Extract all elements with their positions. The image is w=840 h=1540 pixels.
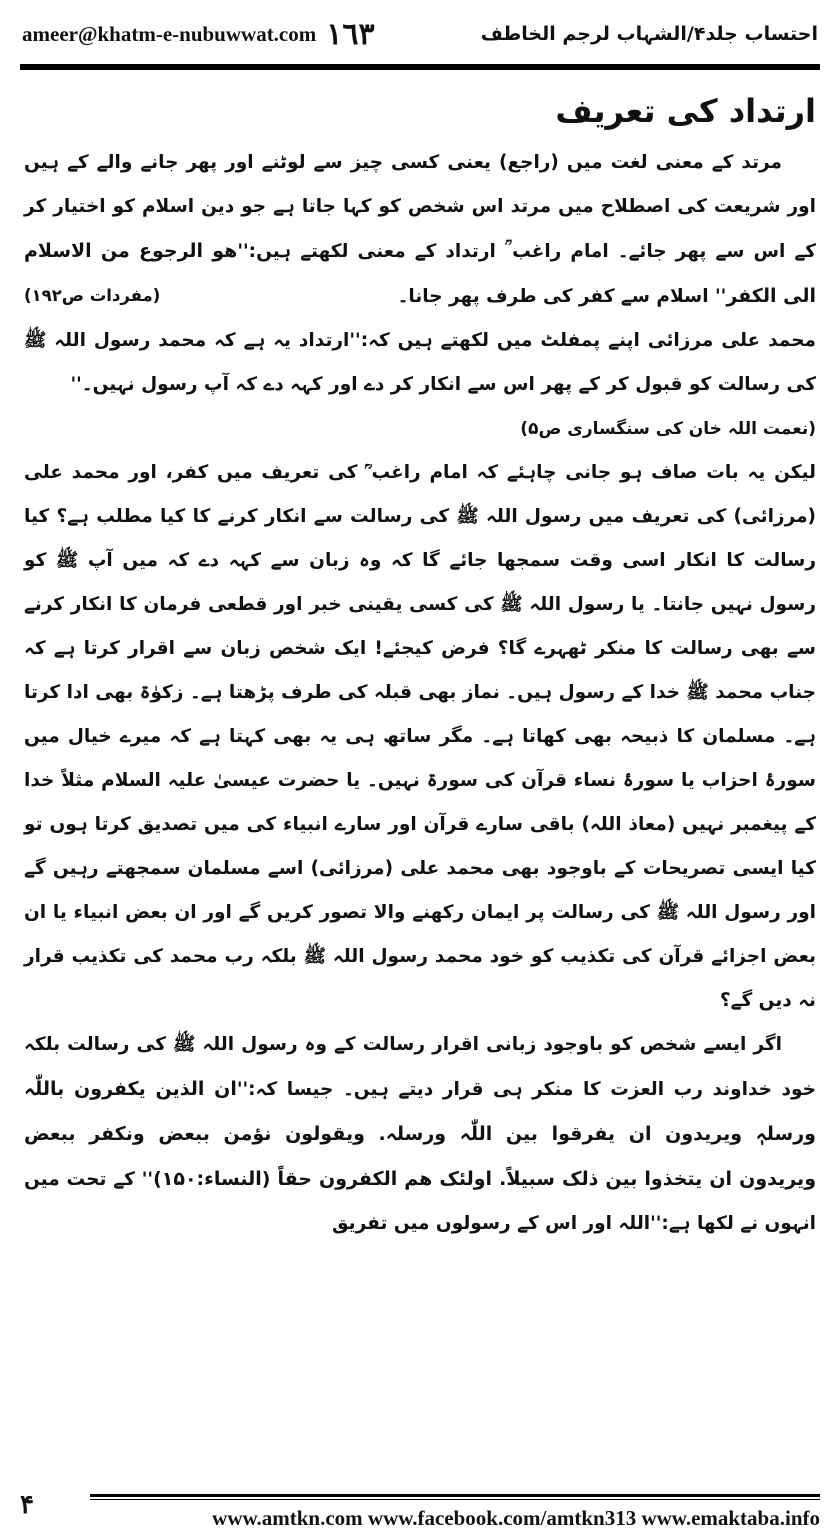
header-page-number: ١٦٣ — [326, 16, 375, 52]
paragraph-3 — [24, 451, 816, 1023]
header-email: ameer@khatm-e-nubuwwat.com — [22, 21, 317, 46]
header-book-title: احتساب جلد۴/الشہاب لرجم الخاطف — [480, 23, 818, 45]
page-content — [24, 84, 816, 1246]
footer-page-number: ۴ — [20, 1490, 34, 1520]
paragraph-1-text: مرتد کے معنی لغت میں (راجع) یعنی کسی چیز سے لوٹنے اور پھر جانے والے کے ہیں اور شریعت کی اصطلاح میں مرتد اس شخص کو کہا جاتا ہے جو دین اسلام کو اختیار کر کے اس سے پھر جائے۔ امام راغب ؒ ارتداد کے معنی لکھتے ہیں:'' — [24, 152, 816, 263]
page-header — [22, 14, 818, 54]
header-rule — [20, 64, 820, 70]
paragraph-2-text: محمد علی مرزائی اپنے پمفلٹ میں لکھتے ہیں کہ:''ارتداد یہ ہے کہ محمد رسول اللہ ﷺ کی رسالت کو قبول کر کے پھر اس سے انکار کر دے اور کہہ دے کہ آپ رسول نہیں۔'' — [24, 330, 816, 396]
paragraph-4 — [24, 1023, 816, 1246]
arabic-quote-2: ان الذین یکفرون باللّٰہ ورسلہٖ ویریدون ان یفرقوا بین اللّٰہ ورسلہ. ویقولون نؤمن ببعض ونکفر ببعض ویریدون ان یتخذوا بین ذلک سبیلاً. اولئک ھم الکفرون حقاً (النساء:۱۵۰) — [24, 1078, 817, 1191]
arabic-quote-1: ھو الرجوع من الاسلام الی الکفر — [24, 240, 816, 308]
paragraph-3-text: لیکن یہ بات صاف ہو جانی چاہئے کہ امام راغب ؒ کی تعریف میں کفر، اور محمد علی (مرزائی) کی تعریف میں رسول اللہ ﷺ کی رسالت سے انکار کرنے کا کیا مطلب ہے؟ کیا رسالت کا انکار اسی وقت سمجھا جائے گا کہ وہ زبان سے کہہ دے کہ میں آپ ﷺ کو رسول نہیں جانتا۔ یا رسول اللہ ﷺ کی کسی یقینی خبر اور قطعی فرمان کا انکار کرنے سے بھی رسالت کا منکر ٹھہرے گا؟ فرض کیجئے! ایک شخص زبان سے اقرار کرتا ہے کہ جناب محمد ﷺ خدا کے رسول ہیں۔ نماز بھی قبلہ کی طرف پڑھتا ہے۔ زکوٰۃ بھی ادا کرتا ہے۔ مسلمان کا ذبیحہ بھی کھاتا ہے۔ مگر ساتھ ہی یہ بھی کہتا ہے کہ میرے خیال میں سورۂ احزاب یا سورۂ نساء قرآن کی سورۃ نہیں۔ یا حضرت عیسیٰ علیہ السلام مثلاً خدا کے پیغمبر نہیں (معاذ اللہ) باقی سارے قرآن اور سارے انبیاء کی میں تصدیق کرتا ہوں تو کیا ایسی تصریحات کے باوجود بھی محمد علی (مرزائی) اسے مسلمان سمجھتے رہیں گے اور رسول اللہ ﷺ کی رسالت پر ایمان رکھنے والا تصور کریں گے اور ان بعض انبیاء یا ان بعض اجزائے قرآن کی تکذیب کو خود محمد رسول اللہ ﷺ بلکہ رب محمد کی تکذیب قرار نہ دیں گے؟ — [24, 462, 816, 1012]
reference-1: (مفردات ص۱۹۲) — [24, 286, 161, 306]
header-left — [22, 17, 375, 52]
paragraph-4-text: اگر ایسے شخص کو باوجود زبانی اقرار رسالت کے وہ رسول اللہ ﷺ کی رسالت بلکہ خود خداوند رب العزت کا منکر ہی قرار دیتے ہیں۔ جیسا کہ:'' — [24, 1034, 816, 1101]
footer-rule — [90, 1494, 820, 1497]
paragraph-1 — [24, 141, 816, 319]
footer-rule-thin — [90, 1499, 820, 1500]
quote-1-tail: '' اسلام سے کفر کی طرف پھر جانا۔ — [397, 286, 727, 308]
quote-2-tail: '' کے تحت میں انہوں نے لکھا ہے:''اللہ اور اس کے رسولوں میں تفریق — [24, 1169, 816, 1235]
page-footer — [20, 1490, 820, 1534]
footer-links: www.amtkn.com www.facebook.com/amtkn313 www.emaktaba.info — [212, 1506, 820, 1530]
paragraph-2 — [24, 319, 816, 407]
section-heading: ارتداد کی تعریف — [555, 92, 816, 130]
citation-2: (نعمت اللہ خان کی سنگساری ص۵) — [520, 419, 816, 440]
